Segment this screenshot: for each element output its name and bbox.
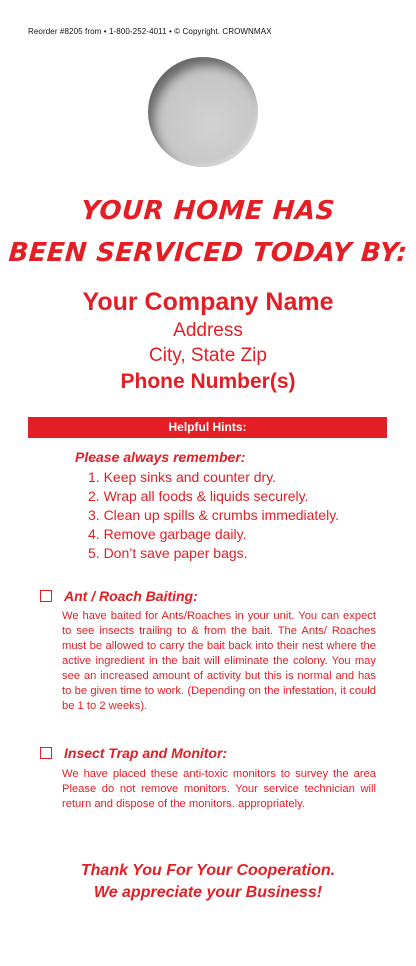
door-hanger-hole: [148, 57, 258, 167]
insect-trap-title-text: Insect Trap and Monitor:: [64, 745, 228, 761]
list-item: 4. Remove garbage daily.: [88, 526, 247, 542]
company-address: Address: [173, 320, 243, 341]
list-item: 2. Wrap all foods & liquids securely.: [88, 488, 309, 504]
thanks-line-2: We appreciate your Business!: [93, 884, 323, 901]
list-item: 1. Keep sinks and counter dry.: [88, 469, 277, 485]
reorder-line: Reorder #8205 from • 1-800-252-4011 • © Copyright. CROWNMAX: [28, 27, 272, 36]
insect-trap-checkbox[interactable]: [40, 747, 52, 759]
ant-roach-section-title: [40, 588, 198, 604]
remember-list: [88, 468, 339, 563]
ant-roach-checkbox[interactable]: [40, 590, 52, 602]
company-block: [0, 287, 416, 395]
insect-trap-section-title: [40, 745, 227, 761]
company-phone: Phone Number(s): [120, 370, 296, 393]
company-name: Your Company Name: [82, 288, 334, 316]
company-city-state-zip: City, State Zip: [149, 345, 267, 366]
headline-line-1: YOUR HOME HAS: [80, 196, 336, 226]
ant-roach-section-body: We have baited for Ants/Roaches in your unit. You can expect to see insects trailing to & from the bait. The Ants/ Roaches must be allowed to carry the bait back into their nest where the active ingredient in the bait will eliminate the colony. You may see an increased amount of activity but this is normal and has to be given time to work. (Depending on the infestation, it could be 1 to 2 weeks).: [62, 610, 376, 712]
insect-trap-section-body: We have placed these anti-toxic monitors to survey the area Please do not remove monitors. Your service technician will return and dispose of the monitors. appropriately.: [62, 768, 376, 810]
list-item: 3. Clean up spills & crumbs immediately.: [88, 507, 340, 523]
thanks-line-1: Thank You For Your Cooperation.: [80, 862, 336, 879]
list-item: 5. Don’t save paper bags.: [88, 545, 248, 561]
helpful-hints-bar: Helpful Hints:: [28, 417, 387, 438]
headline-line-2: BEEN SERVICED TODAY BY:: [7, 238, 409, 268]
remember-title: Please always remember:: [75, 449, 246, 465]
ant-roach-title-text: Ant / Roach Baiting:: [64, 588, 198, 604]
